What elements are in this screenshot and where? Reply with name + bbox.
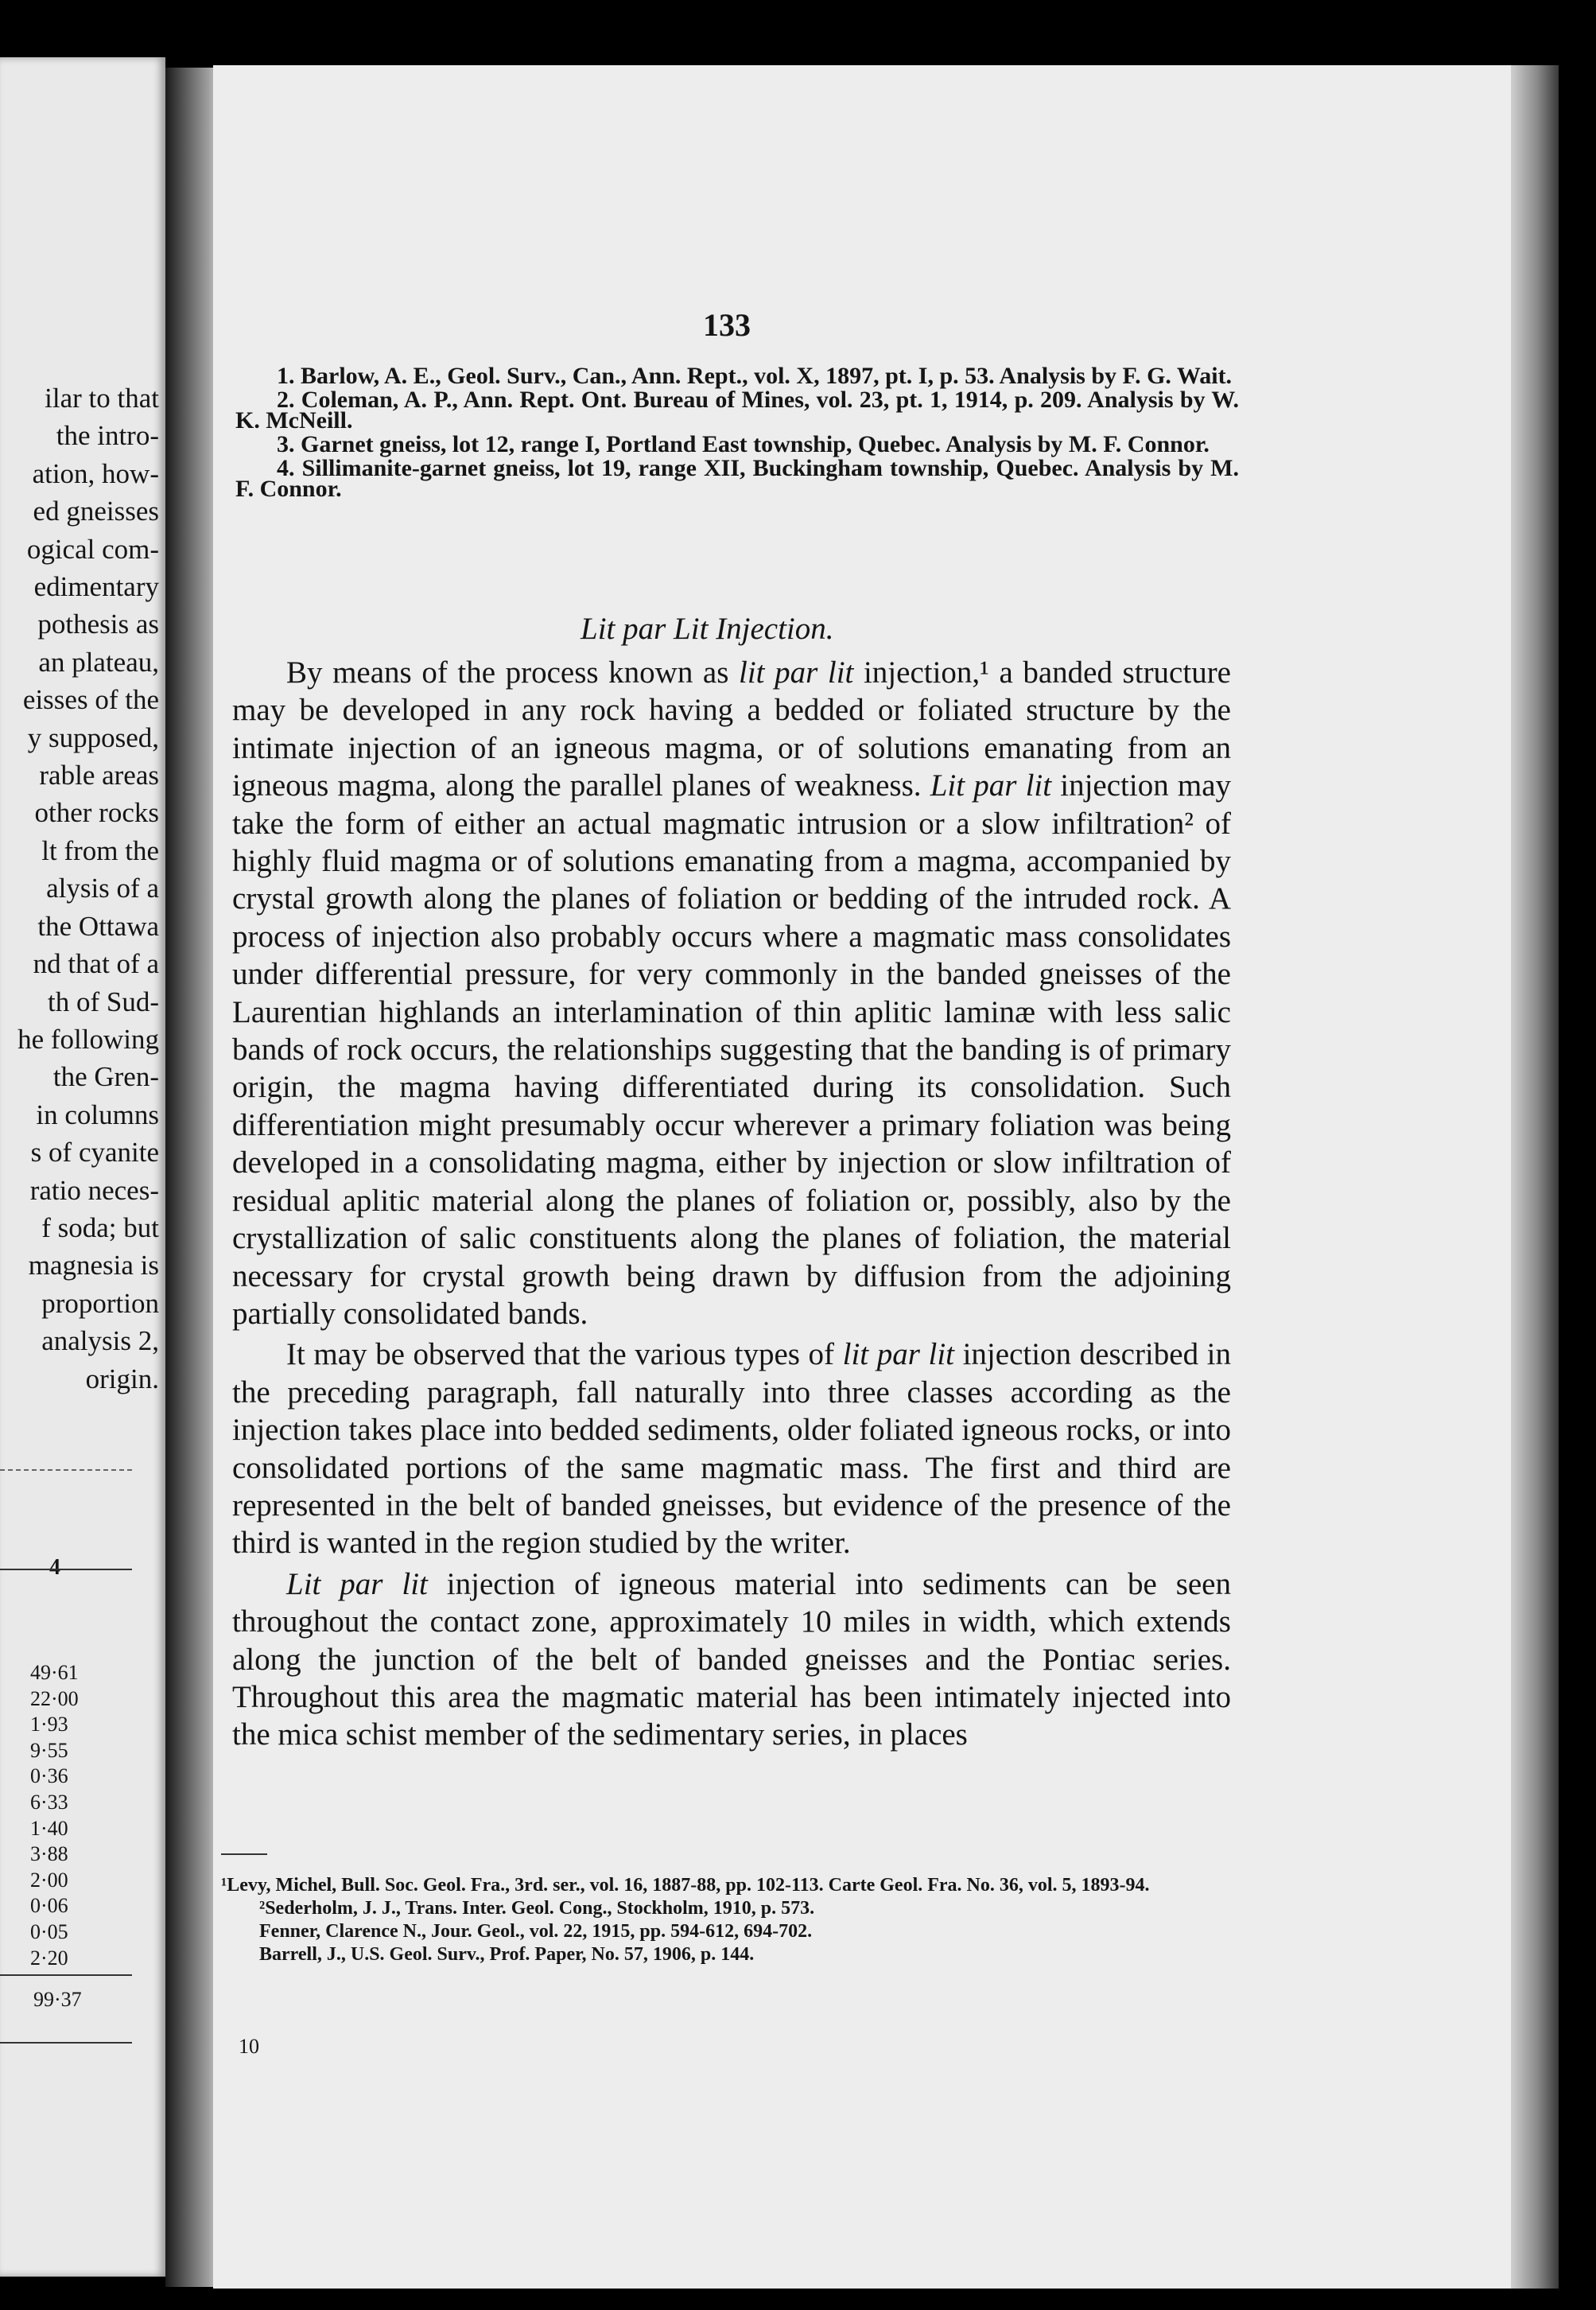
table-value: 6·33 [30, 1790, 68, 1814]
text-run: injection described in the preceding paragraph, fall naturally into three classes according as the injection takes place into bedded sediments, older foliated igneous rocks, or into consolidated portions of the same magmatic mass. The first and third are represented in the belt of banded gneisses, but evidence of the presence of the third is wanted in the region studied by the writer. [232, 1337, 1231, 1561]
reference-item: 2. Coleman, A. P., Ann. Rept. Ont. Bureau of Mines, vol. 23, pt. 1, 1914, p. 209. Analysis by W. K. McNeill. [235, 387, 1239, 434]
reference-item: 1. Barlow, A. E., Geol. Surv., Can., Ann. Rept., vol. X, 1897, pt. I, p. 53. Analysis by F. G. Wait. [277, 363, 1233, 389]
table-column-header: 4 [49, 1555, 60, 1580]
left-line: f soda; but [41, 1211, 159, 1243]
italic-term: lit par lit [739, 655, 854, 690]
left-line: edimentary [33, 571, 159, 603]
signature-mark: 10 [239, 2035, 259, 2058]
table-value: 0·36 [30, 1764, 68, 1788]
table-value: 2·20 [30, 1946, 68, 1970]
page-number: 133 [703, 307, 751, 343]
left-line: proportion [41, 1287, 159, 1319]
left-line: an plateau, [38, 646, 159, 678]
table-rule [0, 1569, 132, 1570]
left-line: magnesia is [28, 1250, 159, 1281]
footnote-rule [221, 1853, 267, 1855]
table-value: 2·00 [30, 1868, 68, 1892]
text-run: It may be observed that the various types of [286, 1337, 843, 1372]
left-line: origin. [85, 1363, 159, 1394]
table-rule [0, 2042, 132, 2044]
left-line: y supposed, [27, 721, 159, 753]
italic-term: Lit par lit [930, 768, 1052, 803]
text-run: injection of igneous material into sediments can be seen throughout the contact zone, approximately 10 miles in width, which extends along the junction of the belt of banded gneisses and the Pontiac series. Throughout this area the magmatic material has been intimately injected into the mica schist member of the sedimentary series, in places [232, 1566, 1231, 1752]
text-run: injection may take the form of either an actual magmatic intrusion or a slow infiltration² of highly fluid magma or of solutions emanating from a magma, accompanied by crystal growth along the planes of foliation or bedding of the intruded rock. A process of injection also probably occurs where a magmatic mass consolidates under differential pressure, for very commonly in the banded gneisses of the Laurentian highlands an interlamination of thin aplitic laminæ with less salic bands of rock occurs, the relationships suggesting that the banding is of primary origin, the magma having differentiated during its consolidation. Such differentiation might presumably occur wherever a primary foliation was being developed in a consolidating magma, either by injection or slow infiltration of residual aplitic material along the planes of foliation or, possibly, also by the crystallization of salic constituents along the planes of foliation, the material necessary for crystal growth being drawn by diffusion from the adjoining partially consolidated bands. [232, 768, 1232, 1331]
text-run: By means of the process known as [286, 655, 739, 690]
left-line: nd that of a [33, 948, 159, 980]
left-page [0, 57, 165, 2277]
left-line: he following [17, 1023, 159, 1055]
table-value: 49·61 [30, 1661, 79, 1684]
left-line: lt from the [41, 834, 159, 866]
left-line: other rocks [34, 797, 159, 829]
table-value: 1·40 [30, 1816, 68, 1840]
footnote: ¹Levy, Michel, Bull. Soc. Geol. Fra., 3rd. ser., vol. 16, 1887-88, pp. 102-113. Carte Geol. Fra. No. 36, vol. 5, 1893-94. [221, 1875, 1150, 1896]
table-references [235, 363, 1239, 503]
left-line: ed gneisses [33, 496, 159, 527]
footnote: ²Sederholm, J. J., Trans. Inter. Geol. Cong., Stockholm, 1910, p. 573. [259, 1898, 815, 1919]
footnotes [221, 1876, 1239, 1968]
italic-term: Lit par lit [286, 1566, 428, 1601]
left-line: in columns [36, 1099, 159, 1130]
table-value: 22·00 [30, 1686, 79, 1710]
left-line: pothesis as [37, 609, 159, 640]
table-value: 1·93 [30, 1713, 68, 1736]
left-line: analysis 2, [41, 1325, 159, 1357]
italic-term: lit par lit [842, 1337, 954, 1372]
left-line: ogical com- [26, 533, 159, 565]
paragraph [232, 1336, 1231, 1561]
table-value: 3·88 [30, 1842, 68, 1866]
left-line: s of cyanite [30, 1137, 159, 1169]
left-line: rable areas [39, 760, 159, 791]
footnote: Barrell, J., U.S. Geol. Surv., Prof. Paper, No. 57, 1906, p. 144. [259, 1944, 755, 1965]
paragraph [232, 1565, 1231, 1754]
reference-item: 4. Sillimanite-garnet gneiss, lot 19, range XII, Buckingham township, Quebec. Analysis by M. F. Connor. [235, 455, 1239, 502]
left-line: the Ottawa [37, 910, 159, 942]
left-line: the Gren- [52, 1061, 159, 1093]
table-value: 0·05 [30, 1919, 68, 1943]
left-line: ation, how- [32, 457, 159, 489]
table-total: 99·37 [33, 1988, 82, 2011]
body-text [232, 654, 1231, 1757]
text-run: injection,¹ a banded structure may be developed in any rock having a bedded or foliated structure by the intimate injection of an igneous magma, or of solutions emanating from an igneous magma, along the parallel planes of weakness. [232, 655, 1231, 803]
left-line: ratio neces- [29, 1174, 159, 1206]
reference-item: 3. Garnet gneiss, lot 12, range I, Portland East township, Quebec. Analysis by M. F. Connor. [277, 431, 1210, 457]
table-rule [0, 1469, 132, 1471]
section-heading: Lit par Lit Injection. [581, 612, 834, 646]
left-line: eisses of the [22, 684, 159, 716]
left-line: ilar to that [45, 383, 159, 414]
left-page-text [0, 379, 159, 1398]
left-line: alysis of a [46, 873, 159, 904]
table-values [30, 1660, 102, 1971]
left-line: the intro- [56, 420, 159, 452]
table-value: 9·55 [30, 1738, 68, 1762]
table-value: 0·06 [30, 1894, 68, 1918]
left-line: th of Sud- [48, 986, 159, 1017]
paragraph [232, 654, 1231, 1332]
table-rule [0, 1974, 132, 1976]
page-edge [1511, 65, 1559, 2289]
footnote: Fenner, Clarence N., Jour. Geol., vol. 22, 1915, pp. 594-612, 694-702. [259, 1921, 813, 1942]
